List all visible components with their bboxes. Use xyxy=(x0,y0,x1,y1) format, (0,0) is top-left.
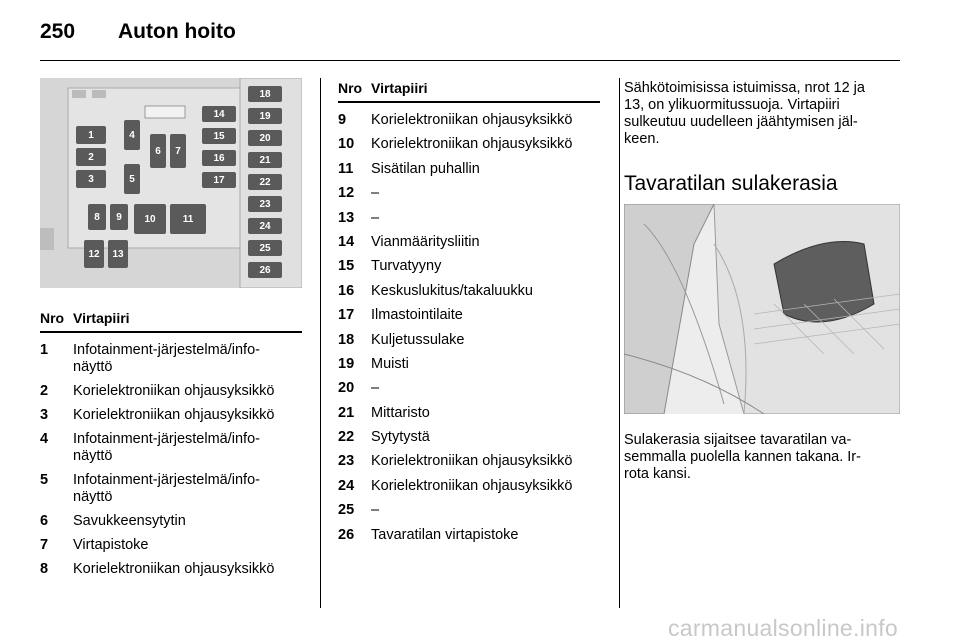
page-title: Auton hoito xyxy=(118,20,236,43)
table-row xyxy=(40,506,302,530)
table-row xyxy=(338,373,600,397)
table-row xyxy=(338,227,600,251)
circuit-description: Korielektroniikan ohjausyksikkö xyxy=(371,136,573,153)
column-divider-2 xyxy=(619,78,620,608)
fuse-label: 16 xyxy=(202,150,236,166)
fuse-number: 11 xyxy=(338,160,354,177)
fuse-number: 20 xyxy=(338,380,355,397)
fuse-label: 23 xyxy=(248,196,282,212)
circuit-description: Korielektroniikan ohjausyksikkö xyxy=(371,453,573,470)
fuse-number: 1 xyxy=(40,342,49,358)
column-header-virtapiiri: Virtapiiri xyxy=(371,80,600,102)
fuse-number: 4 xyxy=(40,431,49,447)
fuse-label: 12 xyxy=(84,240,104,268)
fuse-label: 25 xyxy=(248,240,282,256)
fuse-number: 12 xyxy=(338,185,355,202)
circuit-description: Savukkeensytytin xyxy=(73,513,186,529)
circuit-description: Infotainment-järjestelmä/info- näyttö xyxy=(73,342,260,375)
page-number: 250 xyxy=(40,20,76,43)
table-row xyxy=(338,275,600,299)
fuse-label: 24 xyxy=(248,218,282,234)
table-row xyxy=(338,324,600,348)
circuit-description: Turvatyyny xyxy=(371,258,442,275)
fuse-number: 2 xyxy=(40,383,49,399)
fuse-label: 3 xyxy=(76,170,106,188)
circuit-description: Virtapistoke xyxy=(73,537,149,553)
table-row xyxy=(338,519,600,543)
fuse-label: 22 xyxy=(248,174,282,190)
fuse-label: 1 xyxy=(76,126,106,144)
table-row xyxy=(338,397,600,421)
fuse-label: 10 xyxy=(134,204,166,234)
circuit-description: Vianmääritysliitin xyxy=(371,233,480,250)
fuse-label: 9 xyxy=(110,204,128,230)
fuse-label: 5 xyxy=(124,164,140,194)
fuse-number: 25 xyxy=(338,502,355,519)
fuse-label: 13 xyxy=(108,240,128,268)
column-header-nro: Nro xyxy=(338,80,371,102)
fuse-box-diagram xyxy=(40,78,302,288)
circuit-description: Korielektroniikan ohjausyksikkö xyxy=(371,112,573,128)
circuit-description: Korielektroniikan ohjausyksikkö xyxy=(371,477,573,494)
fuse-number: 26 xyxy=(338,526,355,543)
table-row xyxy=(338,153,600,177)
fuse-number: 16 xyxy=(338,282,355,299)
table-row xyxy=(338,446,600,470)
fuse-number: 7 xyxy=(40,537,49,553)
overload-note: Sähkötoimisissa istuimissa, nrot 12 ja 13, on ylikuormitussuoja. Virtapiiri sulkeutuu uudelleen jäähtymisen jäl- keen. xyxy=(624,80,865,147)
fuse-number: 14 xyxy=(338,233,355,250)
fuse-number: 22 xyxy=(338,429,355,446)
table-row xyxy=(338,470,600,494)
fuse-number: 10 xyxy=(338,136,355,153)
circuit-description: Tavaratilan virtapistoke xyxy=(371,526,519,543)
fuse-number: 17 xyxy=(338,307,355,324)
fuse-label: 21 xyxy=(248,152,282,168)
table-row xyxy=(338,102,600,129)
table-row xyxy=(338,349,600,373)
circuit-description: Ilmastointilaite xyxy=(371,307,463,324)
table-row xyxy=(40,554,302,578)
fuse-label: 8 xyxy=(88,204,106,230)
fuse-label: 6 xyxy=(150,134,166,168)
fuse-label: 7 xyxy=(170,134,186,168)
circuit-description: Infotainment-järjestelmä/info- näyttö xyxy=(73,472,260,505)
table-row xyxy=(40,376,302,400)
table-row xyxy=(40,530,302,554)
table-row xyxy=(338,178,600,202)
circuit-description: – xyxy=(371,185,380,202)
fuse-label: 11 xyxy=(170,204,206,234)
table-row xyxy=(338,202,600,226)
fuse-number: 8 xyxy=(40,561,49,577)
table-row xyxy=(338,129,600,153)
circuit-description: Infotainment-järjestelmä/info- näyttö xyxy=(73,431,260,464)
table-row xyxy=(338,251,600,275)
fuse-number: 9 xyxy=(338,112,347,128)
fuse-number: 15 xyxy=(338,258,355,275)
circuit-description: Sytytystä xyxy=(371,429,430,446)
fuse-label: 20 xyxy=(248,130,282,146)
circuit-description: Sisätilan puhallin xyxy=(371,160,480,177)
fuse-number: 23 xyxy=(338,453,355,470)
circuit-description: Mittaristo xyxy=(371,404,430,421)
column-header-nro: Nro xyxy=(40,310,73,332)
circuit-description: Kuljetussulake xyxy=(371,331,465,348)
fuse-table-left xyxy=(40,310,302,578)
page-header xyxy=(40,20,236,44)
fuse-label: 19 xyxy=(248,108,282,124)
table-row xyxy=(40,400,302,424)
table-row xyxy=(40,332,302,376)
table-row xyxy=(338,495,600,519)
fuse-number: 24 xyxy=(338,477,355,494)
circuit-description: Muisti xyxy=(371,355,409,372)
fuse-number: 13 xyxy=(338,209,355,226)
circuit-description: Korielektroniikan ohjausyksikkö xyxy=(73,561,275,577)
column-header-virtapiiri: Virtapiiri xyxy=(73,310,302,332)
trunk-fuse-caption: Sulakerasia sijaitsee tavaratilan va- semmalla puolella kannen takana. Ir- rota kansi. xyxy=(624,432,861,482)
trunk-interior-drawing xyxy=(624,204,900,414)
fuse-label: 18 xyxy=(248,86,282,102)
fuse-label: 17 xyxy=(202,172,236,188)
circuit-description: – xyxy=(371,502,380,519)
table-row xyxy=(338,422,600,446)
circuit-description: – xyxy=(371,380,380,397)
fuse-label: 15 xyxy=(202,128,236,144)
fuse-number: 5 xyxy=(40,472,49,488)
table-row xyxy=(338,300,600,324)
fuse-number: 21 xyxy=(338,404,355,421)
header-divider xyxy=(40,60,900,61)
trunk-fuse-box-illustration xyxy=(624,204,900,414)
circuit-description: Keskuslukitus/takaluukku xyxy=(371,282,533,299)
section-title: Tavaratilan sulakerasia xyxy=(624,172,838,195)
fuse-label: 26 xyxy=(248,262,282,278)
column-divider-1 xyxy=(320,78,321,608)
fuse-number: 3 xyxy=(40,407,49,423)
fuse-label: 14 xyxy=(202,106,236,122)
fuse-number: 19 xyxy=(338,355,355,372)
circuit-description: – xyxy=(371,209,380,226)
table-row xyxy=(40,465,302,506)
fuse-label: 4 xyxy=(124,120,140,150)
fuse-number: 6 xyxy=(40,513,49,529)
table-row xyxy=(40,424,302,465)
circuit-description: Korielektroniikan ohjausyksikkö xyxy=(73,383,275,399)
fuse-number: 18 xyxy=(338,331,355,348)
fuse-label: 2 xyxy=(76,148,106,166)
watermark: carmanualsonline.info xyxy=(667,615,898,641)
fuse-table-right xyxy=(338,80,600,544)
circuit-description: Korielektroniikan ohjausyksikkö xyxy=(73,407,275,423)
